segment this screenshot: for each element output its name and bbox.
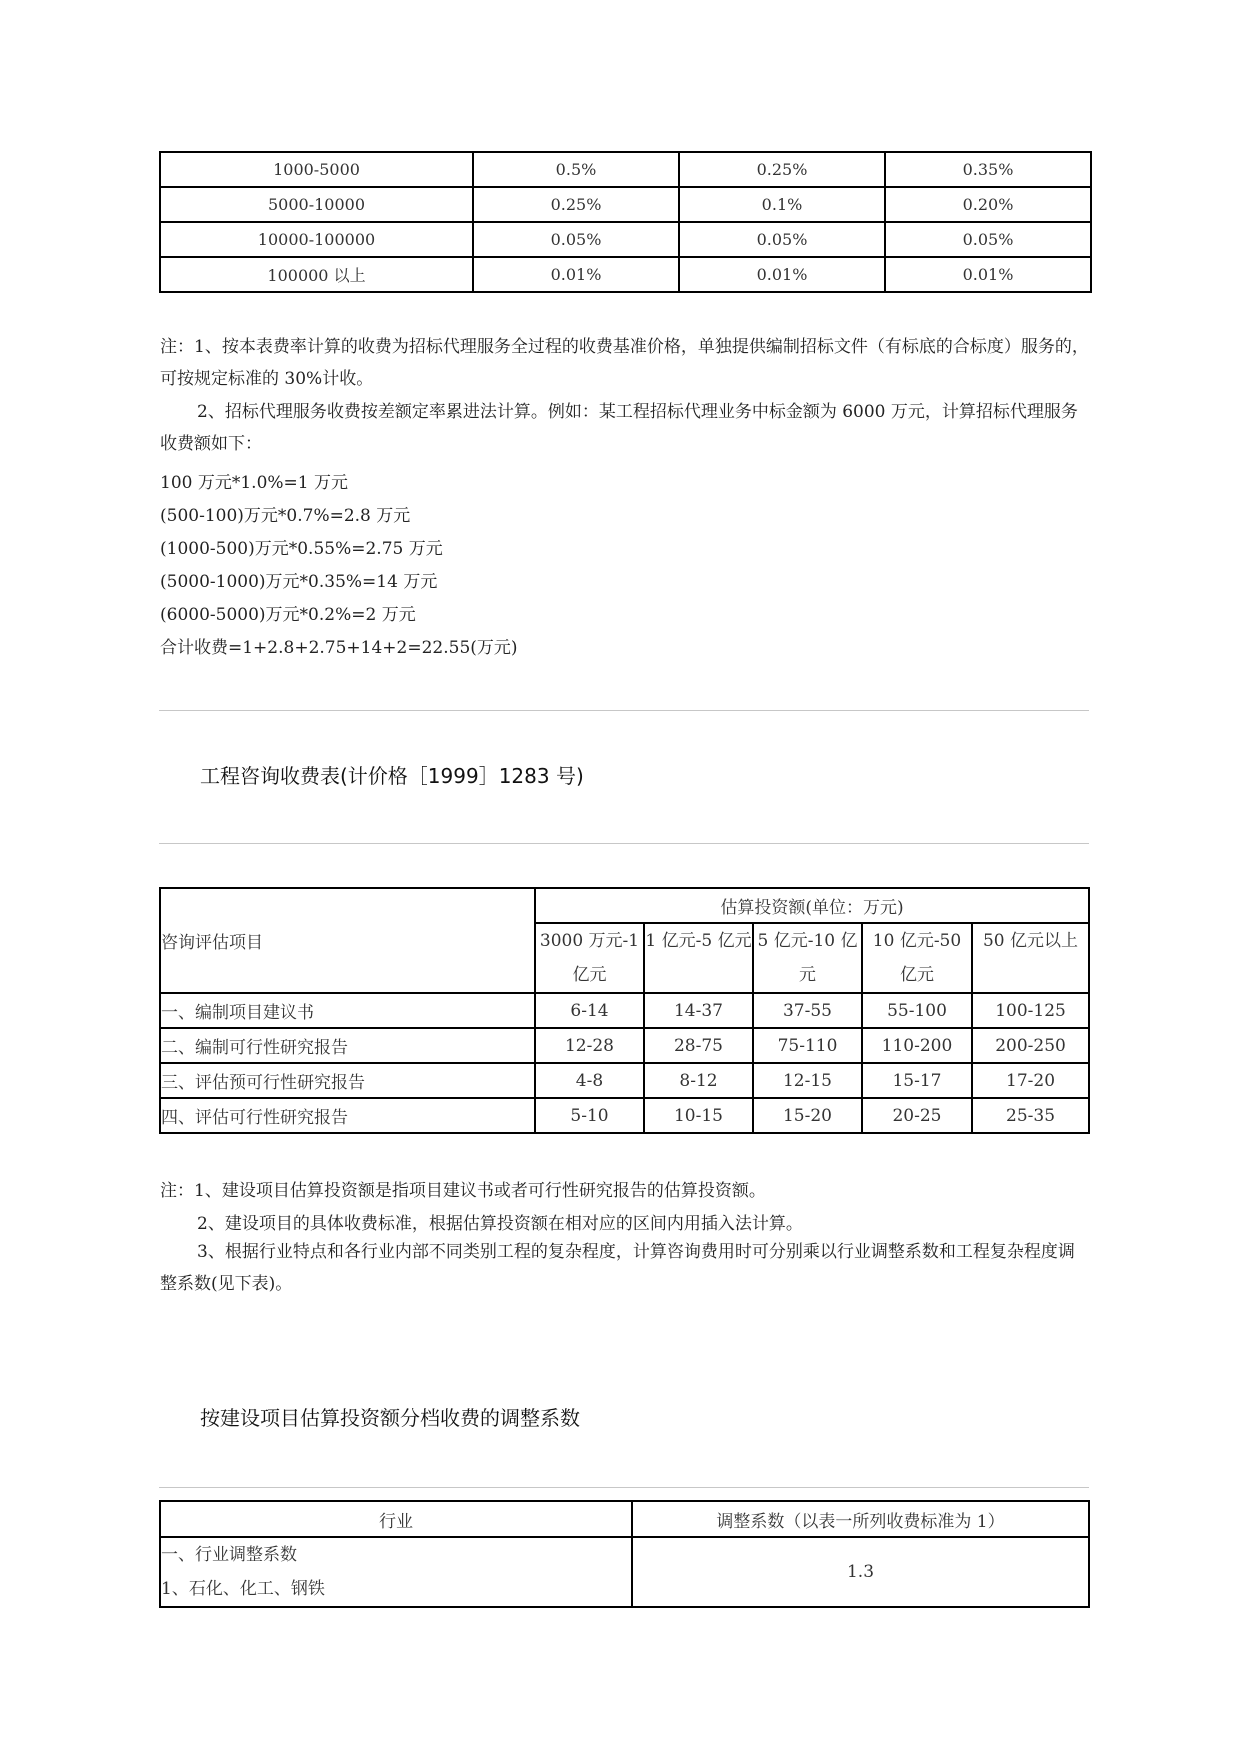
section-heading: 按建设项目估算投资额分档收费的调整系数 <box>200 1406 580 1430</box>
table-cell: 110-200 <box>862 1028 972 1063</box>
table-cell: 12-15 <box>753 1063 862 1098</box>
range-header: 3000 万元-1 亿元 <box>535 923 644 993</box>
item-cell: 二、编制可行性研究报告 <box>160 1028 535 1063</box>
industry-line: 一、行业调整系数 <box>161 1545 297 1565</box>
item-cell: 三、评估预可行性研究报告 <box>160 1063 535 1098</box>
table-cell: 0.1% <box>679 187 885 222</box>
table-cell: 0.35% <box>885 152 1091 187</box>
item-cell: 四、评估可行性研究报告 <box>160 1098 535 1133</box>
industry-line: 1、石化、化工、钢铁 <box>161 1579 325 1599</box>
note-1: 注：1、按本表费率计算的收费为招标代理服务全过程的收费基准价格，单独提供编制招标文件（有标底的合标度）服务的，可按规定标准的 30%计收。 <box>160 337 1089 389</box>
project-header: 咨询评估项目 <box>160 888 535 993</box>
table-cell: 37-55 <box>753 993 862 1028</box>
table-cell: 0.01% <box>885 257 1091 292</box>
table-row <box>160 257 1091 292</box>
divider <box>159 843 1089 844</box>
table-cell: 0.05% <box>679 222 885 257</box>
table-cell: 12-28 <box>535 1028 644 1063</box>
industry-header: 行业 <box>160 1501 632 1537</box>
calc-line: (1000-500)万元*0.55%=2.75 万元 <box>160 539 443 559</box>
divider <box>159 1487 1089 1488</box>
table-cell: 200-250 <box>972 1028 1089 1063</box>
table-row <box>160 1537 1089 1607</box>
table-row <box>160 152 1091 187</box>
table-cell: 0.01% <box>473 257 679 292</box>
industry-cell <box>160 1537 632 1607</box>
calc-line: (500-100)万元*0.7%=2.8 万元 <box>160 506 411 526</box>
table-row <box>160 1063 1089 1098</box>
table-cell: 55-100 <box>862 993 972 1028</box>
range-header: 50 亿元以上 <box>972 923 1089 993</box>
table-cell: 0.25% <box>679 152 885 187</box>
calc-line: 100 万元*1.0%=1 万元 <box>160 473 349 493</box>
adjustment-table <box>159 1500 1090 1608</box>
table-cell: 6-14 <box>535 993 644 1028</box>
section-heading: 工程咨询收费表(计价格［1999］1283 号) <box>200 764 584 788</box>
table-cell: 28-75 <box>644 1028 753 1063</box>
range-header: 10 亿元-50 亿元 <box>862 923 972 993</box>
calc-line: (6000-5000)万元*0.2%=2 万元 <box>160 605 416 625</box>
table-row <box>160 1028 1089 1063</box>
table-cell: 75-110 <box>753 1028 862 1063</box>
table-cell: 0.05% <box>885 222 1091 257</box>
table-cell: 0.5% <box>473 152 679 187</box>
calc-line: (5000-1000)万元*0.35%=14 万元 <box>160 572 438 592</box>
table-row <box>160 993 1089 1028</box>
table-cell: 8-12 <box>644 1063 753 1098</box>
table-cell: 5000-10000 <box>160 187 473 222</box>
table-cell: 1000-5000 <box>160 152 473 187</box>
table-cell: 0.01% <box>679 257 885 292</box>
table-row <box>160 222 1091 257</box>
table-cell: 0.25% <box>473 187 679 222</box>
item-cell: 一、编制项目建议书 <box>160 993 535 1028</box>
consult-fee-table <box>159 887 1090 1134</box>
note-3: 3、根据行业特点和各行业内部不同类别工程的复杂程度，计算咨询费用时可分别乘以行业调整系数和工程复杂程度调整系数(见下表)。 <box>160 1242 1075 1294</box>
table-cell: 5-10 <box>535 1098 644 1133</box>
calc-total: 合计收费=1+2.8+2.75+14+2=22.55(万元) <box>160 638 518 658</box>
table-cell: 4-8 <box>535 1063 644 1098</box>
investment-header: 估算投资额(单位：万元) <box>535 888 1089 923</box>
divider <box>159 710 1089 711</box>
coefficient-header: 调整系数（以表一所列收费标准为 1） <box>632 1501 1089 1537</box>
table-cell: 0.05% <box>473 222 679 257</box>
table-cell: 17-20 <box>972 1063 1089 1098</box>
note-1: 注：1、建设项目估算投资额是指项目建议书或者可行性研究报告的估算投资额。 <box>160 1181 766 1201</box>
table-cell: 14-37 <box>644 993 753 1028</box>
table-cell: 10-15 <box>644 1098 753 1133</box>
table-cell: 15-20 <box>753 1098 862 1133</box>
table-row <box>160 1098 1089 1133</box>
table-cell: 25-35 <box>972 1098 1089 1133</box>
table-cell: 100000 以上 <box>160 257 473 292</box>
coefficient-cell: 1.3 <box>632 1537 1089 1607</box>
table-cell: 10000-100000 <box>160 222 473 257</box>
table-row <box>160 187 1091 222</box>
table-cell: 100-125 <box>972 993 1089 1028</box>
fee-rate-table <box>159 151 1092 293</box>
table-cell: 15-17 <box>862 1063 972 1098</box>
table-cell: 20-25 <box>862 1098 972 1133</box>
range-header: 5 亿元-10 亿元 <box>753 923 862 993</box>
table-cell: 0.20% <box>885 187 1091 222</box>
table-header-row <box>160 888 1089 923</box>
note-2: 2、建设项目的具体收费标准，根据估算投资额在相对应的区间内用插入法计算。 <box>197 1214 803 1234</box>
note-2: 2、招标代理服务收费按差额定率累进法计算。例如：某工程招标代理业务中标金额为 6000 万元，计算招标代理服务收费额如下： <box>160 402 1078 454</box>
table-header-row <box>160 1501 1089 1537</box>
range-header: 1 亿元-5 亿元 <box>644 923 753 993</box>
